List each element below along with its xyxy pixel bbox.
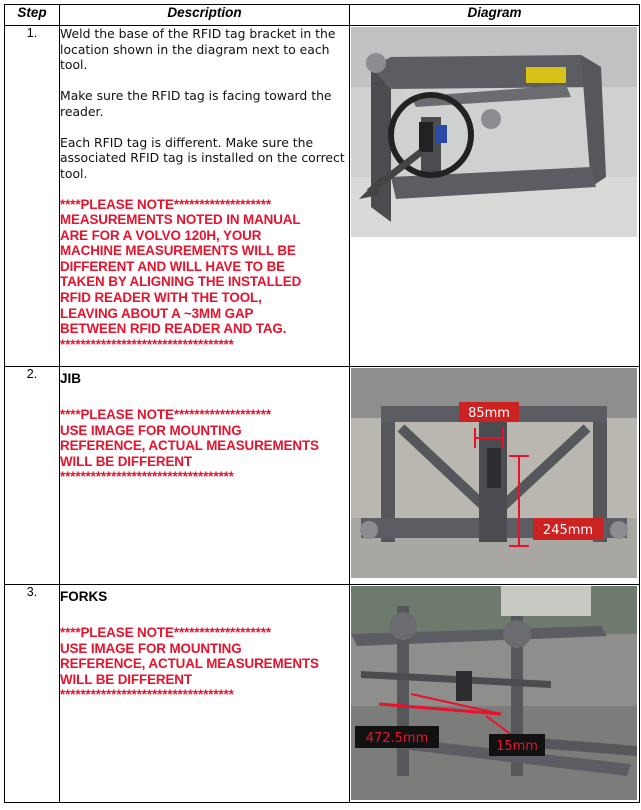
step-diagram [350, 585, 640, 803]
note-line: ARE FOR A VOLVO 120H, YOUR [60, 227, 262, 243]
note-line: MACHINE MEASUREMENTS WILL BE [60, 243, 296, 259]
header-step: Step [5, 5, 60, 26]
step-row-2 [5, 367, 640, 585]
note-line: DIFFERENT AND WILL HAVE TO BE [60, 258, 285, 274]
note-line: ********************************** [60, 336, 234, 352]
header-row [5, 5, 640, 26]
step-number: 2. [5, 367, 60, 585]
step-row-3 [5, 585, 640, 803]
note-line: RFID READER WITH THE TOOL, [60, 290, 262, 306]
header-diagram: Diagram [350, 5, 640, 26]
warning-note [60, 197, 349, 353]
note-line: WILL BE DIFFERENT [60, 671, 192, 687]
instruction-text: Weld the base of the RFID tag bracket in the location shown in the diagram next to each tool. [60, 26, 336, 72]
note-line: BETWEEN RFID READER AND TAG. [60, 321, 287, 337]
step-number: 1. [5, 26, 60, 367]
measurement-label-side: 245mm [542, 523, 594, 538]
warning-note [60, 407, 349, 485]
note-line: ********************************** [60, 469, 234, 485]
note-line: LEAVING ABOUT A ~3MM GAP [60, 305, 254, 321]
step-description [60, 367, 350, 585]
step-row-1 [5, 26, 640, 367]
instruction-text: Make sure the RFID tag is facing toward the reader. [60, 88, 332, 119]
note-line: ****PLEASE NOTE******************* [60, 625, 271, 640]
attachment-photo-forks [351, 586, 637, 800]
header-description: Description [60, 5, 350, 26]
step-description [60, 26, 350, 367]
note-line: USE IMAGE FOR MOUNTING [60, 640, 242, 656]
note-line: USE IMAGE FOR MOUNTING [60, 422, 242, 438]
note-line: ****PLEASE NOTE******************* [60, 196, 271, 212]
note-line: TAKEN BY ALIGNING THE INSTALLED [60, 274, 302, 290]
instruction-text: Each RFID tag is different. Make sure the associated RFID tag is installed on the correct tool. [60, 134, 345, 181]
measurement-label-left: 472.5mm [365, 731, 429, 746]
note-line: WILL BE DIFFERENT [60, 453, 192, 469]
step-number: 3. [5, 585, 60, 803]
attachment-photo-rfid [351, 27, 637, 237]
warning-note [60, 625, 349, 703]
step-heading: JIB [60, 371, 82, 386]
measurement-label-top: 85mm [468, 406, 510, 421]
instructions-table [4, 4, 640, 803]
note-line: ********************************** [60, 687, 234, 703]
step-diagram [350, 367, 640, 585]
note-line: MEASUREMENTS NOTED IN MANUAL [60, 212, 301, 228]
step-description [60, 585, 350, 803]
note-line: ****PLEASE NOTE******************* [60, 407, 271, 422]
attachment-photo-jib [351, 368, 637, 578]
measurement-label-right: 15mm [496, 739, 538, 754]
step-heading: FORKS [60, 589, 108, 604]
note-line: REFERENCE, ACTUAL MEASUREMENTS [60, 438, 319, 454]
note-line: REFERENCE, ACTUAL MEASUREMENTS [60, 656, 319, 672]
step-diagram [350, 26, 640, 367]
